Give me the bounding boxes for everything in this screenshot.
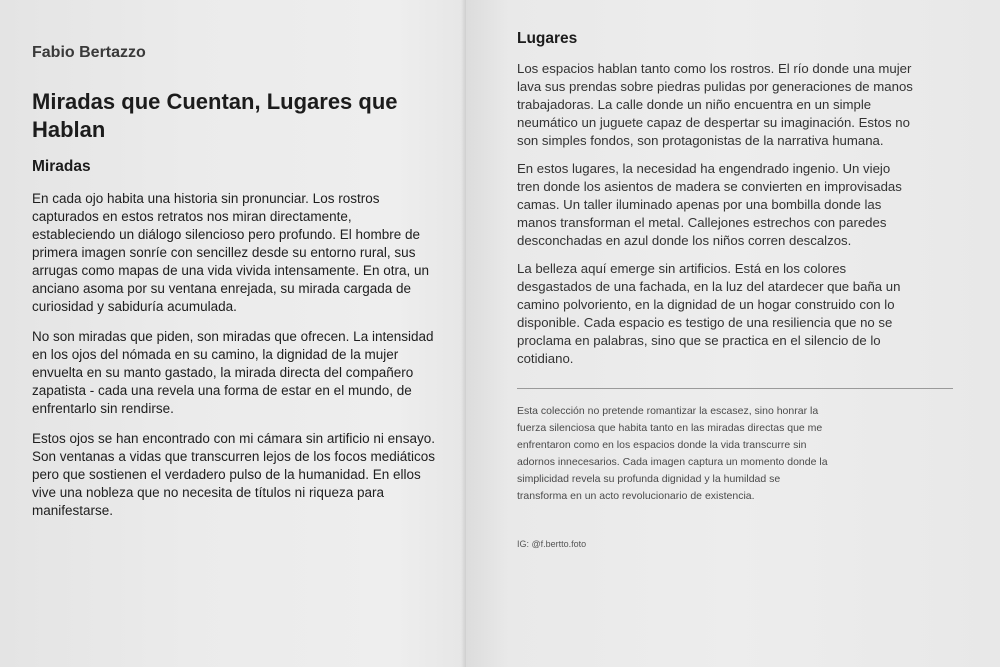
text-line: simplicidad revela su profunda dignidad y la humildad se	[517, 473, 781, 485]
miradas-paragraph-1	[32, 190, 466, 316]
text-line: fuerza silenciosa que habita tanto en las miradas directas que me	[517, 422, 823, 434]
right-page	[466, 0, 1000, 667]
text-line: Los espacios hablan tanto como los rostros. El río donde una mujer	[517, 61, 912, 76]
text-line: camas. Un taller iluminado apenas por una bombilla donde las	[517, 197, 882, 212]
text-line: desconchadas en azul donde los niños corren descalzos.	[517, 233, 852, 248]
text-line: enfrentarlo sin rendirse.	[32, 401, 174, 416]
lugares-paragraph-1	[517, 60, 980, 150]
text-line: zapatista - cada una revela una forma de estar en el mundo, de	[32, 383, 412, 398]
text-line: manifestarse.	[32, 503, 114, 518]
text-line: adornos innecesarios. Cada imagen captura un momento donde la	[517, 456, 828, 468]
text-line: son simples fondos, son protagonistas de la narrativa humana.	[517, 133, 884, 148]
text-line: trabajadoras. La calle donde un niño encuentra en un simple	[517, 97, 872, 112]
section-heading-miradas: Miradas	[32, 158, 91, 175]
text-line: En estos lugares, la necesidad ha engendrado ingenio. Un viejo	[517, 161, 891, 176]
lugares-paragraph-3	[517, 260, 980, 368]
text-line: manos transforman el metal. Callejones estrechos con paredes	[517, 215, 887, 230]
text-line: anciano asoma por su ventana enrejada, su mirada cargada de	[32, 281, 411, 296]
closing-note	[517, 403, 980, 505]
text-line: enfrentaron como en los espacios donde la vida transcurre sin	[517, 439, 807, 451]
text-line: lava sus prendas sobre piedras pulidas por generaciones de manos	[517, 79, 913, 94]
text-line: envuelta en su manto gastado, la mirada directa del compañero	[32, 365, 414, 380]
text-line: en los ojos del nómada en su camino, la dignidad de la mujer	[32, 347, 399, 362]
text-line: proclama en palabras, sino que se practica en el silencio de lo	[517, 333, 881, 348]
miradas-paragraph-3	[32, 430, 466, 520]
text-line: En cada ojo habita una historia sin pronunciar. Los rostros	[32, 191, 380, 206]
text-line: curiosidad y sabiduría acumulada.	[32, 299, 237, 314]
text-line: Esta colección no pretende romantizar la escasez, sino honrar la	[517, 405, 819, 417]
lugares-paragraph-2	[517, 160, 980, 250]
section-heading-lugares: Lugares	[517, 30, 578, 47]
text-line: pero que sostienen el verdadero pulso de la humanidad. En ellos	[32, 467, 421, 482]
text-line: tren donde los asientos de madera se convierten en improvisadas	[517, 179, 902, 194]
text-line: arrugas como mapas de una vida vivida intensamente. En otra, un	[32, 263, 429, 278]
text-line: Estos ojos se han encontrado con mi cámara sin artificio ni ensayo.	[32, 431, 435, 446]
text-line: vive una nobleza que no necesita de títulos ni riqueza para	[32, 485, 384, 500]
text-line: camino polvoriento, en la dignidad de un hogar construido con lo	[517, 297, 895, 312]
document-title: Miradas que Cuentan, Lugares que Hablan	[32, 89, 398, 142]
instagram-credit: IG: @f.bertto.foto	[517, 539, 587, 549]
text-line: transforma en un acto revolucionario de existencia.	[517, 490, 755, 502]
text-line: Son ventanas a vidas que transcurren lejos de los focos mediáticos	[32, 449, 435, 464]
author-name: Fabio Bertazzo	[32, 44, 146, 61]
text-line: disponible. Cada espacio es testigo de una resiliencia que no se	[517, 315, 893, 330]
text-line: desgastados de una fachada, en la luz del atardecer que baña un	[517, 279, 901, 294]
text-line: neumático un juguete capaz de despertar su imaginación. Estos no	[517, 115, 910, 130]
text-line: No son miradas que piden, son miradas que ofrecen. La intensidad	[32, 329, 434, 344]
text-line: primera imagen sonríe con sencillez desde su entorno rural, sus	[32, 245, 416, 260]
section-divider	[517, 388, 953, 389]
text-line: La belleza aquí emerge sin artificios. Está en los colores	[517, 261, 847, 276]
miradas-paragraph-2	[32, 328, 466, 418]
left-page	[0, 0, 466, 667]
text-line: estableciendo un diálogo silencioso pero profundo. El hombre de	[32, 227, 421, 242]
text-line: cotidiano.	[517, 351, 574, 366]
text-line: capturados en estos retratos nos miran directamente,	[32, 209, 352, 224]
